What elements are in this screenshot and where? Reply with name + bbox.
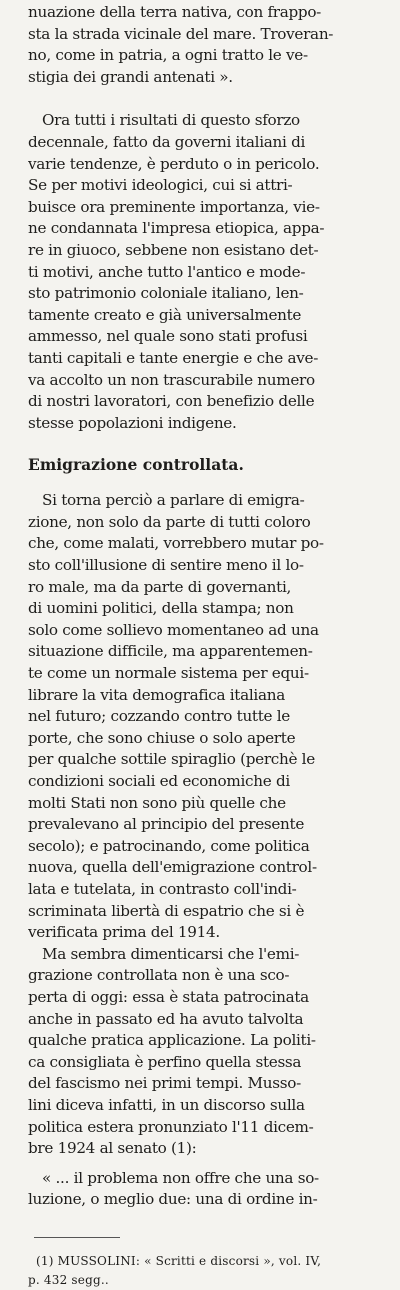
footnote-divider: [34, 1237, 120, 1238]
text-line: varie tendenze, è perduto o in pericolo.: [28, 154, 320, 173]
text-line: sto coll'illusione di sentire meno il lo-: [28, 556, 304, 575]
text-line: sto patrimonio coloniale italiano, len-: [28, 284, 304, 303]
text-line: politica estera pronunziato l'11 dicem-: [28, 1117, 314, 1136]
text-line: no, come in patria, a ogni tratto le ve-: [28, 46, 308, 65]
text-line: Ora tutti i risultati di questo sforzo: [42, 111, 300, 130]
text-line: tanti capitali e tante energie e che ave-: [28, 348, 319, 367]
text-line: nel futuro; cozzando contro tutte le: [28, 707, 290, 726]
text-line: condizioni sociali ed economiche di: [28, 772, 290, 790]
text-line: librare la vita demografica italiana: [28, 685, 285, 704]
text-line: p. 432 segg..: [28, 1272, 109, 1287]
text-line: ca consigliata è perfino quella stessa: [28, 1052, 302, 1071]
text-line: secolo); e patrocinando, come politica: [28, 836, 310, 855]
text-line: ti motivi, anche tutto l'antico e modе-: [28, 262, 306, 281]
text-line: lini diceva infatti, in un discorso sulla: [28, 1095, 305, 1114]
text-line: di nostri lavoratori, con benefizio delle: [28, 392, 315, 411]
footnote: [28, 1252, 388, 1290]
paragraph-risultati: [28, 110, 388, 434]
paragraph-emigrazione: [28, 490, 388, 943]
text-line: luzione, o meglio due: una di ordine in-: [28, 1190, 318, 1209]
text-line: ne condannata l'impresa etiopica, appa-: [28, 219, 325, 238]
text-line: ro male, ma da parte di governanti,: [28, 577, 292, 596]
text-line: solo come sollievo momentaneo ad una: [28, 620, 319, 639]
text-line: nuova, quella dell'emigrazione control-: [28, 858, 317, 877]
text-line: del fascismo nei primi tempi. Musso-: [28, 1074, 301, 1093]
text-line: lata e tutelata, in contrasto coll'indi-: [28, 879, 297, 898]
text-line: buisce ora preminente importanza, vie-: [28, 197, 320, 216]
text-line: va accolto un non trascurabile numero: [28, 370, 315, 389]
text-line: nuazione della terra nativa, con frappo-: [28, 3, 322, 21]
text-line: bre 1924 al senato (1):: [28, 1139, 197, 1158]
text-line: « ... il problema non offre che una so-: [42, 1168, 319, 1187]
text-line: decennale, fatto da governi italiani di: [28, 132, 306, 151]
text-line: ammesso, nel quale sono stati profusi: [28, 327, 308, 346]
paragraph-emigrazione-controllata: [28, 944, 388, 1160]
text-line: stesse popolazioni indigene.: [28, 413, 237, 432]
text-line: te come un normale sistema per equi-: [28, 664, 309, 683]
text-line: (1) MUSSOLINI: « Scritti e discorsi », vol. IV,: [36, 1253, 322, 1268]
text-line: stigia dei grandi antenati ».: [28, 67, 233, 86]
text-line: sta la strada vicinale del mare. Troveran-: [28, 24, 334, 43]
text-line: molti Stati non sono più quelle che: [28, 793, 286, 812]
text-line: porte, che sono chiuse o solo aperte: [28, 728, 296, 747]
quote-paragraph: [28, 1168, 388, 1211]
text-line: di uomini politici, della stampa; non: [28, 599, 294, 618]
text-line: Si torna perciò a parlare di emigra-: [42, 491, 305, 510]
text-line: scriminata libertà di espatrio che si è: [28, 901, 305, 920]
intro-paragraph: [28, 2, 388, 88]
text-line: Se per motivi ideologici, cui si attri-: [28, 176, 293, 195]
text-line: tamente creato e già universalmente: [28, 305, 302, 324]
text-line: per qualche sottile spiraglio (perchè le: [28, 750, 315, 769]
text-line: situazione difficile, ma apparentemen-: [28, 642, 313, 661]
text-line: che, come malati, vorrebbero mutar po-: [28, 534, 324, 553]
text-line: prevalevano al principio del presente: [28, 815, 305, 834]
text-line: grazione controllata non è una sco-: [28, 966, 290, 985]
text-line: perta di oggi: essa è stata patrocinata: [28, 987, 309, 1006]
text-line: re in giuoco, sebbene non esistano det-: [28, 240, 319, 259]
text-line: anche in passato ed ha avuto talvolta: [28, 1009, 304, 1028]
text-line: Ma sembra dimenticarsi che l'emi-: [42, 944, 300, 963]
text-line: qualche pratica applicazione. La politi-: [28, 1031, 316, 1050]
text-line: verificata prima del 1914.: [28, 923, 220, 942]
text-line: zione, non solo da parte di tutti coloro: [28, 512, 311, 531]
section-heading: Emigrazione controllata.: [28, 455, 244, 475]
